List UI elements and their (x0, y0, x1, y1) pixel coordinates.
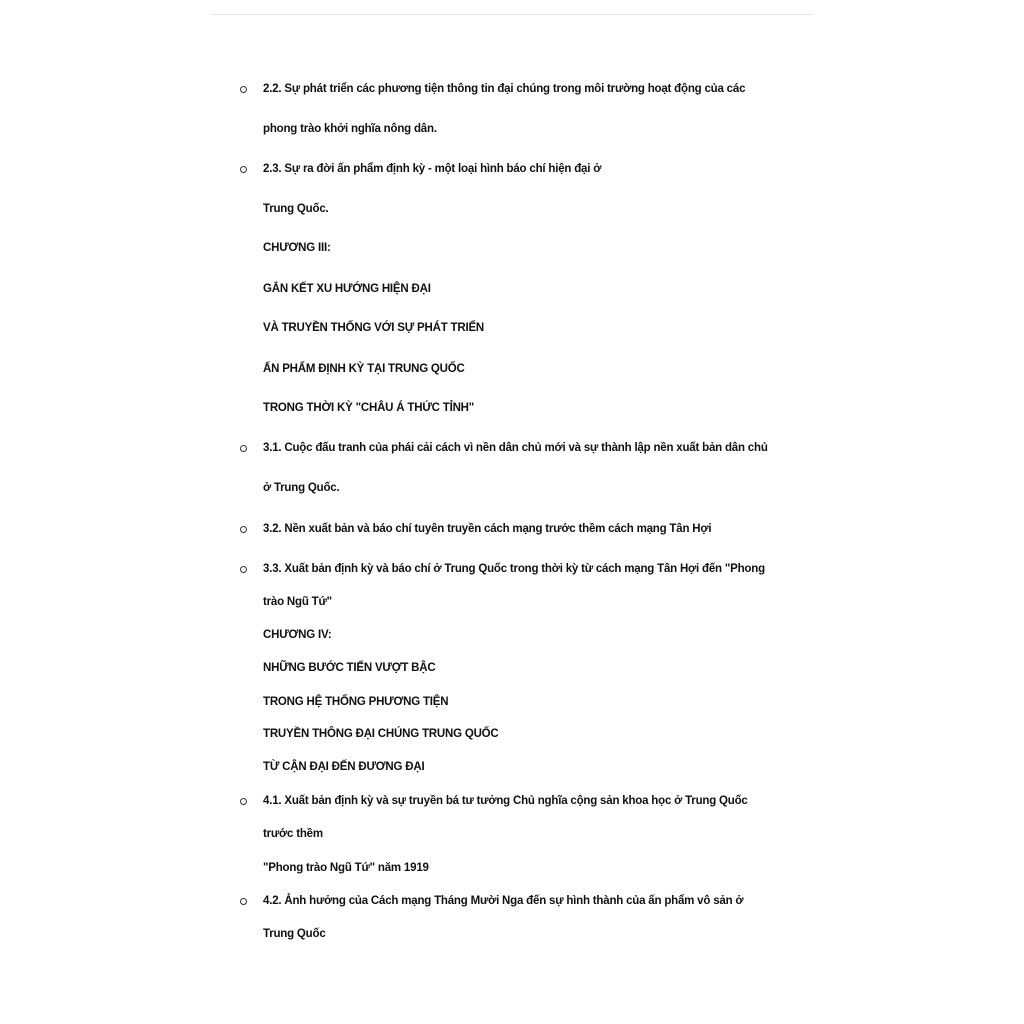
toc-entry: 3.3. Xuất bản định kỳ và báo chí ở Trung Quốc trong thời kỳ từ cách mạng Tân Hợi đến "Phong (263, 563, 765, 575)
toc-line: CHƯƠNG III: (263, 242, 331, 254)
bullet-icon (240, 445, 247, 452)
bullet-icon (240, 526, 247, 533)
toc-line: Trung Quốc (263, 928, 326, 940)
toc-line: TRONG HỆ THỐNG PHƯƠNG TIỆN (263, 696, 449, 708)
toc-line: TRUYỀN THÔNG ĐẠI CHÚNG TRUNG QUỐC (263, 728, 499, 740)
bullet-icon (240, 566, 247, 573)
toc-line: ẤN PHẨM ĐỊNH KỲ TẠI TRUNG QUỐC (263, 363, 465, 375)
toc-line: trước thềm (263, 828, 323, 840)
toc-entry: 3.2. Nền xuất bản và báo chí tuyên truyền cách mạng trước thềm cách mạng Tân Hợi (263, 523, 712, 535)
toc-line: TỪ CẬN ĐẠI ĐẾN ĐƯƠNG ĐẠI (263, 761, 425, 773)
toc-entry: 2.3. Sự ra đời ấn phẩm định kỳ - một loại hình báo chí hiện đại ở (263, 163, 602, 175)
toc-line: TRONG THỜI KỲ "CHÂU Á THỨC TỈNH" (263, 402, 475, 414)
toc-line: phong trào khởi nghĩa nông dân. (263, 123, 437, 135)
toc-line: VÀ TRUYỀN THỐNG VỚI SỰ PHÁT TRIỂN (263, 322, 485, 334)
toc-line: ở Trung Quốc. (263, 482, 340, 494)
bullet-icon (240, 86, 247, 93)
toc-entry: 4.2. Ảnh hưởng của Cách mạng Tháng Mười Nga đến sự hình thành của ấn phẩm vô sản ở (263, 895, 744, 907)
toc-line: Trung Quốc. (263, 203, 329, 215)
toc-line: trào Ngũ Tứ" (263, 596, 332, 608)
toc-line: "Phong trào Ngũ Tứ" năm 1919 (263, 862, 429, 874)
bullet-icon (240, 898, 247, 905)
bullet-icon (240, 798, 247, 805)
toc-entry: 4.1. Xuất bản định kỳ và sự truyền bá tư tưởng Chủ nghĩa cộng sản khoa học ở Trung Quốc (263, 795, 748, 807)
toc-entry: 3.1. Cuộc đấu tranh của phái cải cách vì nền dân chủ mới và sự thành lập nền xuất bản dân chủ (263, 442, 768, 454)
toc-line: CHƯƠNG IV: (263, 629, 332, 641)
bullet-icon (240, 166, 247, 173)
toc-line: GẮN KẾT XU HƯỚNG HIỆN ĐẠI (263, 283, 431, 295)
toc-entry: 2.2. Sự phát triển các phương tiện thông tin đại chúng trong môi trường hoạt động của các (263, 83, 746, 95)
toc-line: NHỮNG BƯỚC TIẾN VƯỢT BẬC (263, 662, 436, 674)
top-divider (211, 14, 813, 15)
